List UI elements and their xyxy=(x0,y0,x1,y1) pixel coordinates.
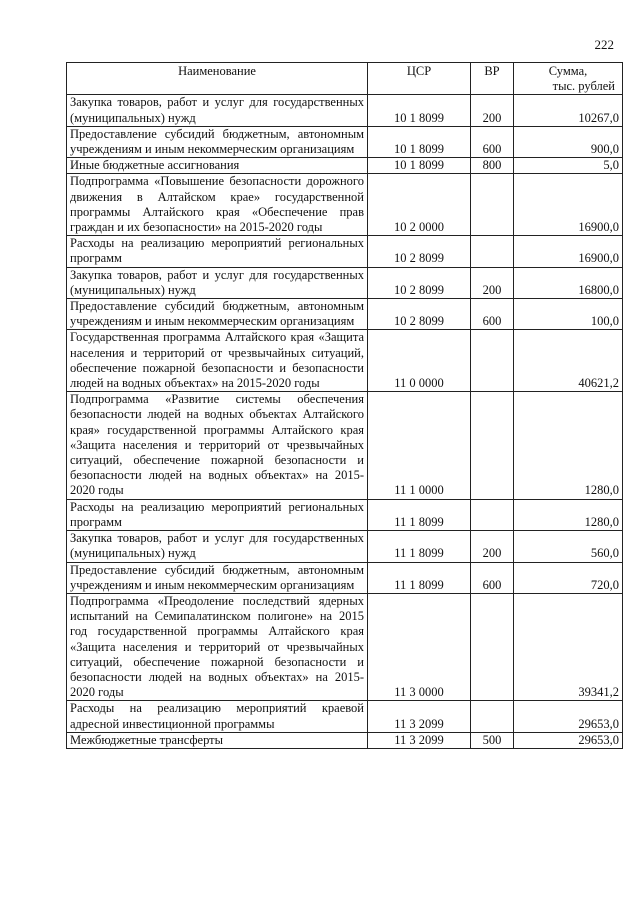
cell-csr: 11 1 8099 xyxy=(368,531,471,562)
cell-sum: 29653,0 xyxy=(514,701,623,732)
cell-sum: 40621,2 xyxy=(514,330,623,392)
cell-name: Государственная программа Алтайского края «Защита населения и территорий от чрезвычайных ситуаций, обеспечение пожарной безопасности и безопасности людей на водных объектах» на 2015-2020 годы xyxy=(67,330,368,392)
table-row xyxy=(67,531,623,562)
header-name: Наименование xyxy=(67,63,368,95)
cell-sum: 16900,0 xyxy=(514,236,623,267)
cell-vr xyxy=(471,174,514,236)
cell-name: Предоставление субсидий бюджетным, автономным учреждениям и иным некоммерческим организациям xyxy=(67,562,368,593)
cell-vr xyxy=(471,392,514,499)
header-sum-line2: тыс. рублей xyxy=(552,79,615,94)
header-sum xyxy=(514,63,623,95)
cell-vr: 200 xyxy=(471,531,514,562)
cell-sum: 720,0 xyxy=(514,562,623,593)
cell-vr xyxy=(471,236,514,267)
cell-vr xyxy=(471,499,514,530)
header-sum-line1: Сумма, xyxy=(548,64,588,78)
header-csr: ЦСР xyxy=(368,63,471,95)
table-row xyxy=(67,499,623,530)
table-row xyxy=(67,299,623,330)
cell-csr: 11 1 8099 xyxy=(368,562,471,593)
cell-name: Иные бюджетные ассигнования xyxy=(67,158,368,174)
budget-table xyxy=(66,62,623,749)
cell-vr: 200 xyxy=(471,95,514,126)
cell-sum: 1280,0 xyxy=(514,392,623,499)
cell-csr: 11 1 8099 xyxy=(368,499,471,530)
cell-sum: 16800,0 xyxy=(514,267,623,298)
cell-csr: 10 2 8099 xyxy=(368,236,471,267)
table-row xyxy=(67,593,623,700)
cell-name: Подпрограмма «Повышение безопасности дорожного движения в Алтайском крае» государственной программы Алтайского края «Обеспечение прав граждан и их безопасности» на 2015-2020 годы xyxy=(67,174,368,236)
cell-name: Закупка товаров, работ и услуг для государственных (муниципальных) нужд xyxy=(67,267,368,298)
cell-name: Предоставление субсидий бюджетным, автономным учреждениям и иным некоммерческим организациям xyxy=(67,299,368,330)
table-row xyxy=(67,95,623,126)
page-number: 222 xyxy=(594,37,614,52)
header-vr: ВР xyxy=(471,63,514,95)
cell-sum: 100,0 xyxy=(514,299,623,330)
cell-name: Расходы на реализацию мероприятий региональных программ xyxy=(67,499,368,530)
cell-csr: 10 2 8099 xyxy=(368,299,471,330)
cell-csr: 11 3 2099 xyxy=(368,732,471,748)
cell-vr xyxy=(471,330,514,392)
table-row xyxy=(67,236,623,267)
cell-csr: 10 2 8099 xyxy=(368,267,471,298)
cell-sum: 39341,2 xyxy=(514,593,623,700)
table-row xyxy=(67,158,623,174)
table-row xyxy=(67,732,623,748)
cell-vr: 600 xyxy=(471,299,514,330)
table-body xyxy=(67,95,623,749)
cell-name: Межбюджетные трансферты xyxy=(67,732,368,748)
cell-csr: 11 0 0000 xyxy=(368,330,471,392)
table-row xyxy=(67,562,623,593)
cell-sum: 1280,0 xyxy=(514,499,623,530)
cell-vr: 600 xyxy=(471,562,514,593)
table-row xyxy=(67,267,623,298)
cell-name: Расходы на реализацию мероприятий региональных программ xyxy=(67,236,368,267)
table-row xyxy=(67,126,623,157)
cell-vr xyxy=(471,593,514,700)
cell-vr: 600 xyxy=(471,126,514,157)
cell-sum: 560,0 xyxy=(514,531,623,562)
cell-sum: 16900,0 xyxy=(514,174,623,236)
table-row xyxy=(67,174,623,236)
cell-name: Расходы на реализацию мероприятий краевой адресной инвестиционной программы xyxy=(67,701,368,732)
cell-name: Подпрограмма «Развитие системы обеспечения безопасности людей на водных объектах Алтайского края» государственной программы Алтайского края «Защита населения и территорий от чрезвычайных ситуаций, обеспечение пожарной безопасности и безопасности людей на водных объектах» на 2015-2020 годы xyxy=(67,392,368,499)
cell-csr: 11 1 0000 xyxy=(368,392,471,499)
cell-sum: 900,0 xyxy=(514,126,623,157)
cell-vr: 500 xyxy=(471,732,514,748)
cell-sum: 10267,0 xyxy=(514,95,623,126)
table-row xyxy=(67,392,623,499)
cell-csr: 10 1 8099 xyxy=(368,95,471,126)
cell-sum: 29653,0 xyxy=(514,732,623,748)
cell-vr xyxy=(471,701,514,732)
cell-csr: 10 1 8099 xyxy=(368,126,471,157)
cell-vr: 800 xyxy=(471,158,514,174)
cell-csr: 10 2 0000 xyxy=(368,174,471,236)
cell-sum: 5,0 xyxy=(514,158,623,174)
table-row xyxy=(67,701,623,732)
table-row xyxy=(67,330,623,392)
cell-name: Закупка товаров, работ и услуг для государственных (муниципальных) нужд xyxy=(67,531,368,562)
cell-name: Предоставление субсидий бюджетным, автономным учреждениям и иным некоммерческим организациям xyxy=(67,126,368,157)
cell-name: Подпрограмма «Преодоление последствий ядерных испытаний на Семипалатинском полигоне» на 2015 год государственной программы Алтайского края «Защита населения и территорий от чрезвычайных ситуаций, обеспечение пожарной безопасности и безопасности людей на водных объектах» на 2015-2020 годы xyxy=(67,593,368,700)
cell-vr: 200 xyxy=(471,267,514,298)
cell-csr: 11 3 2099 xyxy=(368,701,471,732)
table-header-row xyxy=(67,63,623,95)
cell-name: Закупка товаров, работ и услуг для государственных (муниципальных) нужд xyxy=(67,95,368,126)
cell-csr: 11 3 0000 xyxy=(368,593,471,700)
cell-csr: 10 1 8099 xyxy=(368,158,471,174)
